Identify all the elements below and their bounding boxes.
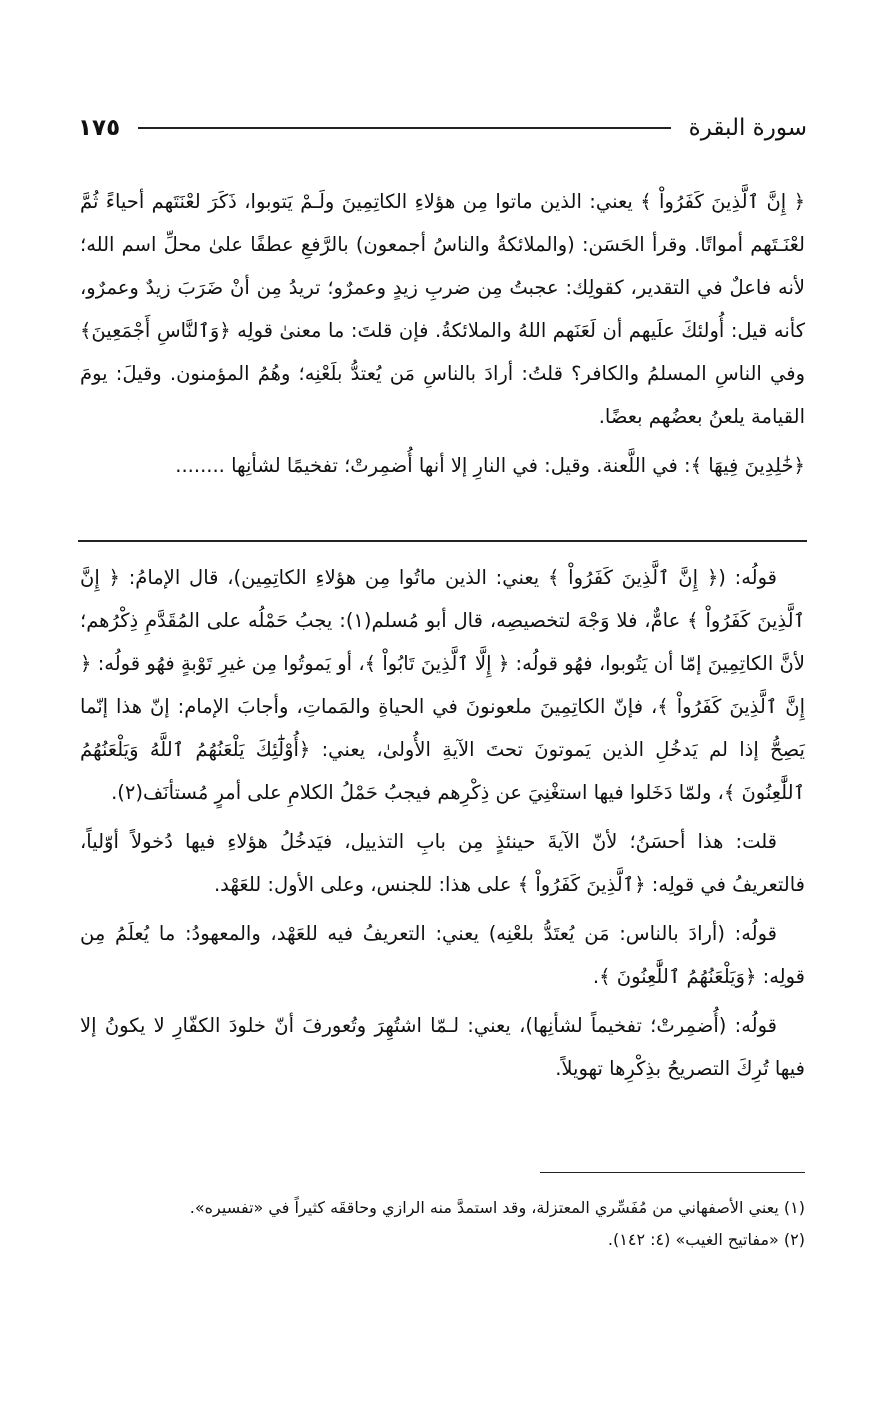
footnote-divider [540, 1172, 805, 1173]
main-text [80, 180, 805, 493]
page-number: ١٧٥ [78, 115, 121, 141]
main-paragraph-1: ﴿ إِنَّ ٱلَّذِينَ كَفَرُواْ ﴾ يعني: الذين ماتوا مِن هؤلاءِ الكاتِمِينَ ولَـمْ يَتوبوا، ذَكَرَ لعْنَتَهم أحياءً ثُمَّ لعْنَـتَهم أمواتًا. وقرأ الحَسَن: (والملائكةُ والناسُ أجمعون) بالرَّفعِ عطفًا علىٰ محلِّ اسم الله؛ لأنه فاعلٌ في التقدير، كقولِك: عجبتُ مِن ضربِ زيدٍ وعمرٌو؛ تريدُ مِن أنْ ضَرَبَ زيدٌ وعمرٌو، كأنه قيل: أُولئكَ علَيهم أن لَعَنَهم اللهُ والملائكةُ. فإن قلتَ: ما معنىٰ قولِه ﴿وَٱلنَّاسِ أَجْمَعِينَ﴾ وفي الناسِ المسلمُ والكافر؟ قلتُ: أرادَ بالناسِ مَن يُعتدُّ بلَعْنِه؛ وهُمُ المؤمنون. وقيلَ: يومَ القيامة يلعنُ بعضُهم بعضًا. [80, 190, 805, 428]
running-header [78, 108, 807, 148]
commentary [80, 556, 805, 1096]
footnote-1: (١) يعني الأصفهاني من مُفَسِّري المعتزلة، وقد استمدَّ منه الرازي وحاققَه كثيراً في «تفسيره». [189, 1198, 805, 1217]
commentary-paragraph-2: قلت: هذا أحسَنُ؛ لأنّ الآيةَ حينئذٍ مِن بابِ التذييل، فيَدخُلُ هؤلاءِ فيها دُخولاً أوّلياً، فالتعريفُ في قولِه: ﴿ٱلَّذِينَ كَفَرُواْ ﴾ على هذا: للجنس، وعلى الأول: للعَهْد. [80, 830, 805, 896]
section-divider [78, 540, 807, 542]
surah-title: سورة البقرة [688, 115, 807, 141]
commentary-paragraph-1: قولُه: (﴿ إِنَّ ٱلَّذِينَ كَفَرُواْ ﴾ يعني: الذين ماتُوا مِن هؤلاءِ الكاتِمِين)، قال الإمامُ: ﴿ إِنَّ ٱلَّذِينَ كَفَرُواْ ﴾ عامٌّ، فلا وَجْهَ لتخصيصِه، قال أبو مُسلم(١): يجبُ حَمْلُه على المُقَدَّمِ ذِكْرُهم؛ لأنَّ الكاتِمِينَ إمّا أن يَتُوبوا، فهُو قولُه: ﴿ إِلَّا ٱلَّذِينَ تَابُواْ ﴾، أو يَموتُوا مِن غيرِ تَوْبةٍ فهُو قولُه: ﴿ إِنَّ ٱلَّذِينَ كَفَرُواْ ﴾، فإنّ الكاتِمِينَ ملعونونَ في الحياةِ والمَماتِ، وأجابَ الإمام: إنّ هذا إنّما يَصِحُّ إذا لم يَدخُلِ الذين يَموتونَ تحتَ الآيةِ الأُولىٰ، يعني: ﴿أُوْلَٰٓئِكَ يَلْعَنُهُمُ ٱللَّهُ وَيَلْعَنُهُمُ ٱللَّٰعِنُونَ ﴾، ولمّا دَخَلوا فيها استغْنِيَ عن ذِكْرِهم فيجبُ حَمْلُ الكلامِ على أمرٍ مُستأنَف(٢). [80, 566, 805, 804]
footnotes [80, 1192, 805, 1256]
main-paragraph-2: ﴿خَٰلِدِينَ فِيهَا ﴾: في اللَّعنة. وقيل: في النارِ إلا أنها أُضمِرتْ؛ تفخيمًا لشأنِها ........ [175, 454, 805, 477]
header-rule [138, 127, 671, 129]
commentary-paragraph-3: قولُه: (أرادَ بالناس: مَن يُعتَدُّ بلعْنِه) يعني: التعريفُ فيه للعَهْد، والمعهودُ: ما يُعلَمُ مِن قولِه: ﴿وَيَلْعَنُهُمُ ٱللَّٰعِنُونَ ﴾. [80, 922, 805, 988]
footnote-2: (٢) «مفاتيح الغيب» (٤: ١٤٢). [607, 1230, 805, 1249]
commentary-paragraph-4: قولُه: (أُضمِرتْ؛ تفخيماً لشأنِها)، يعني: لـمّا اشتُهِرَ وتُعورفَ أنّ خلودَ الكفّارِ لا يكونُ إلا فيها تُرِكَ التصريحُ بذِكْرِها تهويلاً. [80, 1014, 805, 1080]
